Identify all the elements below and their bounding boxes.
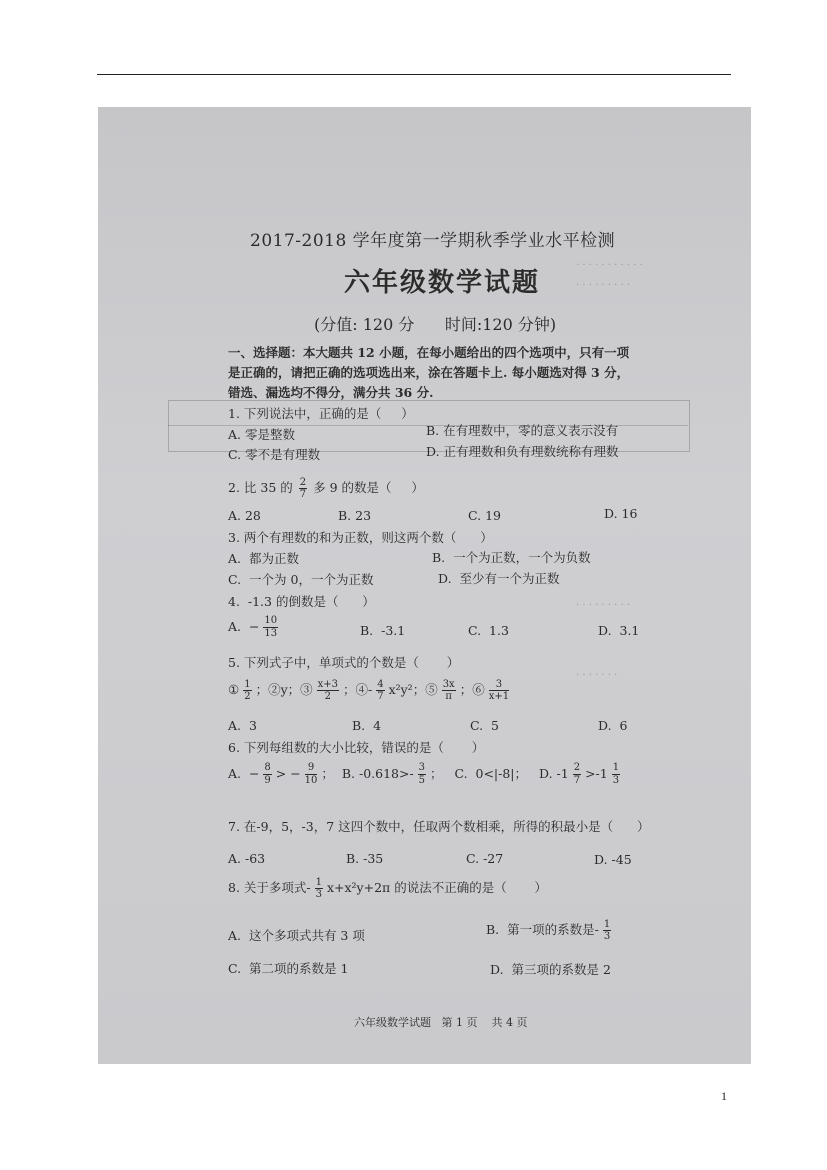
expression-text: ；④-	[342, 682, 373, 697]
question-6-options	[228, 762, 620, 787]
section-instructions-line: 是正确的，请把正确的选项选出来，涂在答题卡上. 每小题选对得 3 分，	[228, 365, 630, 380]
question-3-stem: 3. 两个有理数的和为正数，则这两个数（ ）	[228, 530, 493, 545]
fraction-denominator: 7	[573, 775, 581, 786]
bleed-through-text: . . . . . . . . .	[576, 597, 631, 608]
question-1-stem: 1. 下列说法中，正确的是（ ）	[228, 406, 414, 421]
question-4-option-a	[228, 615, 278, 640]
fraction	[489, 679, 509, 702]
question-2-stem-suffix: 多 9 的数是（ ）	[313, 480, 424, 495]
fraction	[612, 762, 620, 787]
question-8-option-d: D. 第三项的系数是 2	[490, 962, 611, 977]
question-3-option-d: D. 至少有一个为正数	[438, 571, 560, 586]
fraction-denominator: 2	[244, 691, 251, 702]
option-text: A. −	[228, 766, 260, 781]
fraction-numerator: 10	[264, 615, 278, 626]
question-2-option-d: D. 16	[604, 506, 638, 521]
question-5-option-d: D. 6	[598, 718, 628, 733]
question-4-option-d: D. 3.1	[598, 623, 640, 638]
option-text: D. -1	[539, 766, 569, 781]
question-5-option-b: B. 4	[352, 718, 382, 733]
question-4-stem: 4. -1.3 的倒数是（ ）	[228, 594, 375, 609]
fraction-denominator: 13	[264, 628, 278, 639]
expression-text: ；②y；③	[255, 682, 313, 697]
section-instructions-line: 一、选择题：本大题共 12 小题，在每小题给出的四个选项中，只有一项	[228, 345, 630, 360]
fraction	[263, 762, 271, 787]
fraction-denominator: 7	[299, 489, 307, 500]
question-1-option-c: C. 零不是有理数	[228, 447, 321, 462]
question-3-option-c: C. 一个为 0，一个为正数	[228, 572, 374, 587]
expression-text: ；⑥	[459, 682, 485, 697]
option-text: >-1	[585, 766, 608, 781]
question-1-option-d: D. 正有理数和负有理数统称有理数	[426, 444, 619, 459]
fraction	[315, 877, 323, 900]
fraction-denominator: 2	[324, 691, 331, 702]
header-rule	[97, 74, 731, 75]
question-2-option-c: C. 19	[468, 508, 501, 523]
fraction-numerator: 8	[264, 762, 271, 773]
exam-meta: (分值: 120 分 时间:120 分钟)	[314, 315, 557, 334]
option-text: ； C. 0<|-8|；	[430, 766, 528, 781]
fraction-numerator: 4	[377, 679, 384, 690]
question-5-option-a: A. 3	[228, 718, 257, 733]
fraction	[603, 919, 611, 942]
question-7-option-c: C. -27	[466, 851, 504, 866]
fraction	[305, 762, 318, 787]
question-4-option-c: C. 1.3	[468, 623, 509, 638]
fraction-denominator: π	[445, 691, 452, 702]
question-8-option-c: C. 第二项的系数是 1	[228, 961, 349, 976]
page-number: 1	[721, 1089, 727, 1103]
fraction	[243, 679, 251, 702]
question-1-option-b: B. 在有理数中，零的意义表示没有	[426, 423, 619, 438]
exam-term-title: 2017-2018 学年度第一学期秋季学业水平检测	[250, 231, 616, 251]
fraction-denominator: 3	[603, 931, 611, 942]
exam-photo	[98, 107, 751, 1064]
expression-marker: ①	[228, 682, 240, 697]
question-6-stem: 6. 下列每组数的大小比较，错误的是（ ）	[228, 740, 485, 755]
question-8-stem	[228, 877, 547, 900]
question-8-option-a: A. 这个多项式共有 3 项	[228, 928, 365, 943]
question-1-option-a: A. 零是整数	[228, 427, 295, 442]
expression-text: x²y²；⑤	[388, 682, 438, 697]
fraction-numerator: 3	[418, 762, 426, 773]
question-7-option-a: A. -63	[228, 851, 266, 866]
fraction	[442, 679, 456, 702]
fraction	[376, 679, 384, 702]
question-3-option-a: A. 都为正数	[228, 551, 299, 566]
question-7-option-b: B. -35	[346, 851, 384, 866]
fraction	[263, 615, 278, 640]
option-text: > −	[275, 766, 301, 781]
option-text: ； B. -0.618>-	[321, 766, 414, 781]
fraction-numerator: 1	[603, 919, 611, 930]
option-text: B. 第一项的系数是-	[486, 922, 599, 937]
bleed-through-text: . . . . . . . . .	[576, 277, 631, 288]
fraction	[317, 679, 339, 702]
question-2-stem-prefix: 2. 比 35 的	[228, 480, 293, 495]
fraction-numerator: 1	[612, 762, 620, 773]
question-7-option-d: D. -45	[594, 852, 632, 867]
fraction-denominator: x+1	[488, 691, 510, 702]
bleed-through-text: . . . . . . . . . . .	[576, 257, 643, 268]
fraction-numerator: 1	[315, 877, 322, 888]
fraction-denominator: 5	[418, 775, 426, 786]
fraction-numerator: 2	[299, 477, 307, 488]
question-5-expressions	[228, 679, 509, 702]
question-2-option-a: A. 28	[228, 508, 261, 523]
fraction-numerator: 3	[489, 679, 509, 691]
fraction-numerator: 3x	[442, 679, 455, 690]
fraction	[418, 762, 426, 787]
question-8-stem-prefix: 8. 关于多项式-	[228, 880, 311, 895]
question-8-stem-suffix: x+x²y+2π 的说法不正确的是（ ）	[326, 880, 548, 895]
exam-page-footer: 六年级数学试题 第 1 页 共 4 页	[354, 1016, 528, 1029]
fraction-numerator: 2	[573, 762, 581, 773]
question-3-option-b: B. 一个为正数，一个为负数	[432, 550, 591, 565]
bleed-through-text: . . . . . . .	[576, 667, 618, 678]
question-5-stem: 5. 下列式子中，单项式的个数是（ ）	[228, 655, 460, 670]
fraction-numerator: 9	[305, 762, 318, 775]
question-4-option-b: B. -3.1	[360, 623, 406, 638]
fraction	[299, 477, 307, 500]
fraction	[573, 762, 581, 787]
fraction-denominator: 3	[315, 889, 322, 900]
fraction-numerator: 1	[244, 679, 251, 690]
option-label: A. −	[228, 619, 260, 634]
exam-title: 六年级数学试题	[344, 268, 541, 298]
fraction-denominator: 7	[377, 691, 384, 702]
question-2-stem	[228, 477, 424, 500]
question-5-option-c: C. 5	[470, 718, 499, 733]
fraction-denominator: 10	[304, 775, 318, 786]
question-8-option-b	[486, 919, 611, 942]
fraction-denominator: 9	[264, 775, 271, 786]
question-2-option-b: B. 23	[338, 508, 372, 523]
question-7-stem: 7. 在-9，5，-3，7 这四个数中，任取两个数相乘，所得的积最小是（ ）	[228, 819, 650, 834]
section-instructions-line: 错选、漏选均不得分，满分共 36 分.	[228, 385, 434, 400]
fraction-denominator: 3	[612, 775, 620, 786]
fraction-numerator: x+3	[317, 679, 338, 690]
